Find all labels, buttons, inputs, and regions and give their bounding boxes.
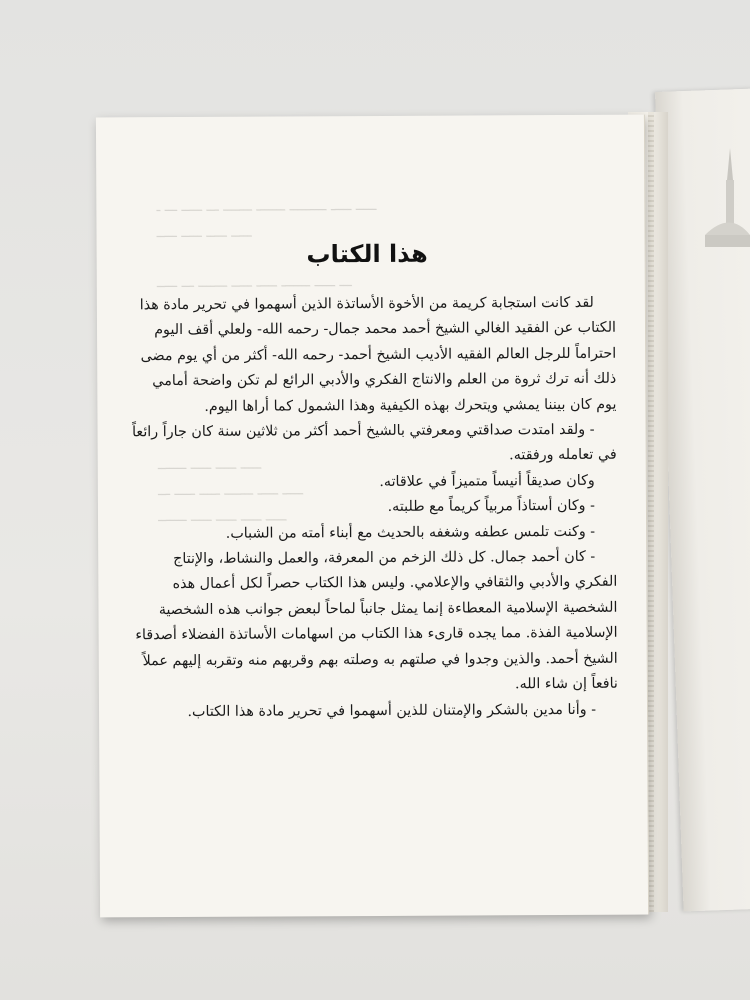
paragraph-legacy: - كان أحمد جمال. كل ذلك الزخم من المعرفة، والعمل والنشاط، والإنتاج الفكري والأدبي والثقافي والإعلامي. وليس هذا الكتاب حصراً لكل أعمال هذه الشخصية الإسلامية المعطاءة إنما يمثل جانباً لماحاً لبعض جوانب هذه الشخصية الإسلامية الفذة. مما يجده قارىء هذا الكتاب من اسهامات الأساتذة الفضلاء أصدقاء الشيخ أحمد. والذين وجدوا في صلتهم به وصلته بهم وقربهم منه وتقربه إليهم عملاً نافعاً إن شاء الله. — [135, 548, 618, 693]
show-through-text: ـــــــ ـــــ ـــــ ـــــ ـــــ — [157, 508, 287, 526]
paragraph-teacher: - وكان أستاذاً مربياً كريماً مع طلبته. — [387, 498, 595, 516]
book-page — [96, 115, 649, 918]
show-through-text: ـــــ ـــــ ـــــ ـــــ — [156, 224, 252, 242]
page-title: هذا الكتاب — [306, 239, 428, 269]
page-edges — [648, 112, 654, 912]
show-through-text: ـــــ ـــ ـــــــ ـــــ ـــــ ـــــــ ـــــ ـــ — [156, 274, 353, 292]
body-text — [131, 291, 618, 725]
page-content — [114, 115, 623, 918]
show-through-text: ـ ـــ ـــــ ـــ ـــــــ ـــــــ ـــــــــ ـــــ ـــــ — [156, 197, 377, 216]
paragraph-friend: وكان صديقاً أنيساً متميزاً في علاقاته. — [379, 472, 595, 490]
mosque-illustration-icon — [700, 140, 750, 260]
paragraph-friendship: - ولقد امتدت صداقتي ومعرفتي بالشيخ أحمد أكثر من ثلاثين سنة كان جاراً رائعاً في تعامله ورفقته. — [132, 421, 617, 464]
paragraph-intro: لقد كانت استجابة كريمة من الأخوة الأساتذة الذين أسهموا في تحرير مادة هذا الكتاب عن الفقيد الغالي الشيخ أحمد محمد جمال- رحمه الله- ولعلي أقف اليوم احتراماً للرجل العالم الفقيه الأديب الشيخ أحمد- رحمه الله- أكثر من أي يوم مضى ذلك أنه ترك ثروة من العلم والانتاج الفكري والأدبي الرائع لم تكن واضحة أمامي يوم كان بيننا يمشي ويتحرك بهذه الكيفية وهذا الشمول كما أراها اليوم. — [139, 294, 617, 415]
show-through-text: ـــــــ ـــــ ـــــ ـــــ — [157, 456, 262, 474]
show-through-text: ـــ ـــــ ـــــ ـــــــ ـــــ ـــــ — [157, 482, 304, 500]
paragraph-youth: - وكنت تلمس عطفه وشغفه بالحديث مع أبناء أمته من الشباب. — [225, 523, 596, 542]
paragraph-thanks: - وأنا مدين بالشكر والإمتنان للذين أسهموا في تحرير مادة هذا الكتاب. — [187, 701, 597, 720]
